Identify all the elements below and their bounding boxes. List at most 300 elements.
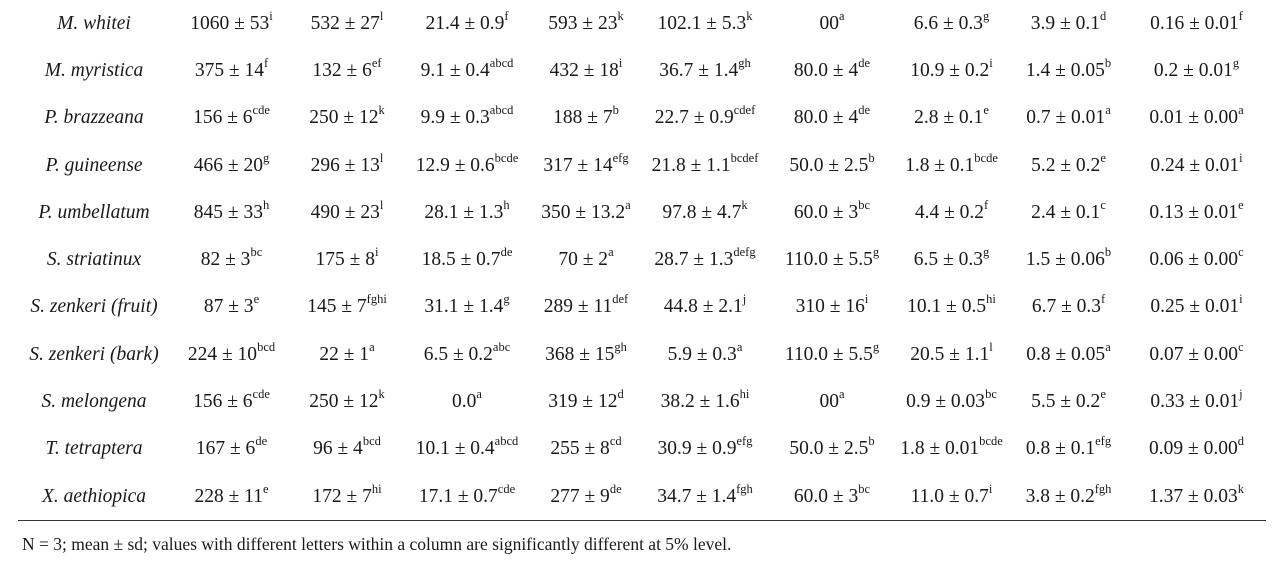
- species-name-cell: P. guineense: [45, 154, 143, 176]
- value-cell: [771, 236, 893, 283]
- value-cell: [639, 189, 771, 236]
- value-cell: [401, 473, 533, 520]
- significance-letters: e: [1100, 387, 1106, 402]
- value-cell: [771, 284, 893, 331]
- mean-sd-value: 1.5 ± 0.06: [1025, 249, 1105, 271]
- mean-sd-value: 96 ± 4: [313, 438, 363, 460]
- significance-letters: a: [838, 387, 845, 402]
- mean-sd-value: 296 ± 13: [310, 154, 380, 176]
- table-bottom-rule: [18, 520, 1266, 521]
- mean-sd-value: 20.5 ± 1.1: [910, 343, 990, 365]
- mean-sd-value: 490 ± 23: [310, 201, 380, 223]
- mean-sd-value: 156 ± 6: [193, 391, 253, 413]
- significance-letters: a: [1105, 103, 1111, 118]
- significance-letters: l: [379, 150, 384, 165]
- significance-letters: bcde: [979, 434, 1003, 449]
- value-cell: [639, 284, 771, 331]
- value-cell: [293, 0, 401, 47]
- mean-sd-value: 167 ± 6: [195, 438, 256, 460]
- value-cell: [401, 331, 533, 378]
- value-cell: [170, 426, 293, 473]
- significance-letters: abc: [492, 339, 511, 354]
- significance-letters: cdef: [733, 103, 756, 118]
- mean-sd-value: 17.1 ± 0.7: [418, 485, 498, 507]
- mean-sd-value: 350 ± 13.2: [541, 201, 626, 223]
- significance-letters: k: [617, 8, 624, 23]
- mean-sd-value: 432 ± 18: [549, 59, 619, 81]
- value-cell: [1010, 189, 1127, 236]
- value-cell: [771, 473, 893, 520]
- significance-letters: bcd: [362, 434, 381, 449]
- value-cell: [893, 47, 1010, 94]
- significance-letters: hi: [739, 387, 750, 402]
- significance-letters: j: [742, 292, 747, 307]
- mean-sd-value: 28.7 ± 1.3: [654, 249, 734, 271]
- mean-sd-value: 21.8 ± 1.1: [651, 154, 731, 176]
- significance-letters: bc: [858, 481, 871, 496]
- value-cell: [401, 95, 533, 142]
- value-cell: [1010, 473, 1127, 520]
- table-row: [18, 47, 1266, 94]
- significance-letters: k: [1237, 481, 1244, 496]
- mean-sd-value: 145 ± 7: [307, 296, 367, 318]
- mean-sd-value: 10.9 ± 0.2: [910, 59, 990, 81]
- significance-letters: c: [1238, 245, 1244, 260]
- mean-sd-value: 44.8 ± 2.1: [663, 296, 743, 318]
- mean-sd-value: 466 ± 20: [193, 154, 263, 176]
- value-cell: [771, 142, 893, 189]
- value-cell: [533, 473, 639, 520]
- significance-letters: a: [369, 339, 375, 354]
- value-cell: [1010, 142, 1127, 189]
- value-cell: [170, 331, 293, 378]
- mean-sd-value: 10.1 ± 0.4: [415, 438, 495, 460]
- mean-sd-value: 28.1 ± 1.3: [424, 201, 504, 223]
- significance-letters: d: [1237, 434, 1244, 449]
- significance-letters: bcde: [974, 150, 998, 165]
- value-cell: [533, 284, 639, 331]
- value-cell: [401, 142, 533, 189]
- value-cell: [293, 378, 401, 425]
- significance-letters: d: [617, 387, 624, 402]
- mean-sd-value: 110.0 ± 5.5: [784, 343, 873, 365]
- value-cell: [401, 47, 533, 94]
- significance-letters: c: [1100, 197, 1106, 212]
- mean-sd-value: 80.0 ± 4: [793, 59, 859, 81]
- mean-sd-value: 277 ± 9: [550, 485, 610, 507]
- value-cell: [293, 331, 401, 378]
- significance-letters: a: [736, 339, 743, 354]
- table-footnote: N = 3; mean ± sd; values with different letters within a column are significantly different at 5% level.: [22, 534, 732, 554]
- mean-sd-value: 188 ± 7: [553, 107, 613, 129]
- mean-sd-value: 0.7 ± 0.01: [1026, 107, 1106, 129]
- mean-sd-value: 00: [819, 12, 839, 34]
- mean-sd-value: 5.5 ± 0.2: [1031, 391, 1101, 413]
- significance-letters: de: [858, 55, 871, 70]
- value-cell: [293, 95, 401, 142]
- mean-sd-value: 00: [819, 391, 839, 413]
- value-cell: [170, 236, 293, 283]
- mean-sd-value: 172 ± 7: [312, 485, 372, 507]
- significance-letters: b: [1104, 245, 1112, 260]
- mean-sd-value: 21.4 ± 0.9: [425, 12, 505, 34]
- value-cell: [639, 142, 771, 189]
- value-cell: [639, 426, 771, 473]
- significance-letters: e: [253, 292, 260, 307]
- mean-sd-value: 1.37 ± 0.03: [1149, 485, 1238, 507]
- value-cell: [893, 0, 1010, 47]
- mean-sd-value: 22.7 ± 0.9: [654, 107, 734, 129]
- significance-letters: a: [838, 8, 845, 23]
- significance-letters: l: [989, 339, 993, 354]
- value-cell: [1127, 378, 1266, 425]
- value-cell: [1127, 236, 1266, 283]
- value-cell: [1127, 284, 1266, 331]
- value-cell: [639, 331, 771, 378]
- value-cell: [170, 189, 293, 236]
- value-cell: [1010, 284, 1127, 331]
- value-cell: [1010, 47, 1127, 94]
- species-name-cell: P. brazzeana: [44, 107, 144, 129]
- mean-sd-value: 1.8 ± 0.1: [905, 154, 975, 176]
- significance-letters: abcd: [494, 434, 519, 449]
- value-cell: [293, 189, 401, 236]
- significance-letters: j: [1239, 387, 1243, 402]
- mean-sd-value: 0.01 ± 0.00: [1149, 107, 1239, 129]
- mean-sd-value: 82 ± 3: [200, 249, 251, 271]
- value-cell: [771, 378, 893, 425]
- mean-sd-value: 5.9 ± 0.3: [667, 343, 737, 365]
- mean-sd-value: 102.1 ± 5.3: [657, 12, 747, 34]
- significance-letters: f: [1101, 292, 1106, 307]
- significance-letters: efg: [1095, 434, 1112, 449]
- significance-letters: efg: [736, 434, 753, 449]
- value-cell: [293, 426, 401, 473]
- significance-letters: efg: [612, 150, 629, 165]
- value-cell: [771, 95, 893, 142]
- species-name-cell: M. whitei: [57, 12, 131, 34]
- table-row: [18, 331, 1266, 378]
- mean-sd-value: 80.0 ± 4: [793, 107, 859, 129]
- significance-letters: gh: [614, 339, 627, 354]
- significance-letters: de: [609, 481, 622, 496]
- mean-sd-value: 60.0 ± 3: [793, 201, 859, 223]
- significance-letters: cde: [252, 387, 270, 402]
- value-cell: [293, 47, 401, 94]
- mean-sd-value: 3.9 ± 0.1: [1030, 12, 1100, 34]
- significance-letters: gh: [738, 55, 751, 70]
- value-cell: [170, 142, 293, 189]
- value-cell: [401, 378, 533, 425]
- value-cell: [293, 284, 401, 331]
- mean-sd-value: 2.4 ± 0.1: [1031, 201, 1101, 223]
- significance-letters: fgh: [1094, 481, 1112, 496]
- significance-letters: h: [262, 197, 270, 212]
- value-cell: [170, 0, 293, 47]
- significance-letters: bc: [985, 387, 997, 402]
- significance-letters: def: [612, 292, 629, 307]
- mean-sd-value: 11.0 ± 0.7: [910, 485, 989, 507]
- significance-letters: de: [500, 245, 513, 260]
- value-cell: [1010, 331, 1127, 378]
- table-row: [18, 378, 1266, 425]
- significance-letters: fghi: [366, 292, 387, 307]
- value-cell: [771, 189, 893, 236]
- significance-letters: b: [868, 434, 875, 449]
- data-table-container: [18, 0, 1266, 520]
- value-cell: [401, 426, 533, 473]
- table-row: [18, 426, 1266, 473]
- mean-sd-value: 175 ± 8: [315, 249, 375, 271]
- significance-letters: k: [378, 103, 385, 118]
- significance-letters: f: [1238, 8, 1243, 23]
- significance-letters: g: [872, 245, 880, 260]
- significance-letters: i: [1239, 292, 1243, 307]
- mean-sd-value: 0.13 ± 0.01: [1149, 201, 1239, 223]
- mean-sd-value: 6.7 ± 0.3: [1031, 296, 1102, 318]
- mean-sd-value: 0.24 ± 0.01: [1150, 154, 1240, 176]
- mean-sd-value: 0.06 ± 0.00: [1149, 249, 1239, 271]
- value-cell: [533, 426, 639, 473]
- significance-letters: l: [379, 197, 384, 212]
- value-cell: [1010, 236, 1127, 283]
- value-cell: [1127, 473, 1266, 520]
- significance-letters: hi: [986, 292, 996, 307]
- significance-letters: e: [1100, 150, 1106, 165]
- mean-sd-value: 224 ± 10: [187, 343, 258, 365]
- mean-sd-value: 1.8 ± 0.01: [900, 438, 980, 460]
- mean-sd-value: 30.9 ± 0.9: [657, 438, 737, 460]
- mean-sd-value: 50.0 ± 2.5: [789, 438, 869, 460]
- significance-letters: hi: [371, 481, 382, 496]
- value-cell: [1127, 0, 1266, 47]
- value-cell: [771, 331, 893, 378]
- mean-sd-value: 593 ± 23: [548, 12, 618, 34]
- mean-sd-value: 10.1 ± 0.5: [907, 296, 987, 318]
- value-cell: [1127, 426, 1266, 473]
- significance-letters: a: [608, 245, 614, 260]
- mean-sd-value: 0.2 ± 0.01: [1153, 59, 1233, 81]
- significance-letters: bc: [250, 245, 263, 260]
- table-row: [18, 236, 1266, 283]
- species-name-cell: P. umbellatum: [38, 201, 150, 223]
- value-cell: [170, 47, 293, 94]
- significance-letters: a: [625, 197, 631, 212]
- value-cell: [293, 473, 401, 520]
- species-name-cell: S. striatinux: [46, 249, 142, 271]
- value-cell: [401, 284, 533, 331]
- mean-sd-value: 0.8 ± 0.05: [1026, 343, 1106, 365]
- significance-letters: f: [504, 8, 509, 23]
- mean-sd-value: 0.25 ± 0.01: [1150, 296, 1240, 318]
- significance-letters: b: [1104, 55, 1112, 70]
- value-cell: [893, 189, 1010, 236]
- significance-letters: g: [262, 150, 270, 165]
- table-row: [18, 473, 1266, 520]
- mean-sd-value: 0.16 ± 0.01: [1150, 12, 1239, 34]
- value-cell: [771, 0, 893, 47]
- significance-letters: k: [741, 197, 748, 212]
- value-cell: [293, 142, 401, 189]
- mean-sd-value: 70 ± 2: [558, 249, 609, 271]
- table-row: [18, 95, 1266, 142]
- significance-letters: defg: [733, 245, 756, 260]
- value-cell: [533, 142, 639, 189]
- significance-letters: i: [988, 481, 993, 496]
- species-name-cell: T. tetraptera: [45, 438, 143, 460]
- species-name-cell: S. zenkeri (fruit): [30, 296, 158, 318]
- value-cell: [639, 95, 771, 142]
- species-name-cell: M. myristica: [44, 59, 144, 81]
- value-cell: [1010, 0, 1127, 47]
- value-cell: [401, 0, 533, 47]
- significance-letters: de: [858, 103, 871, 118]
- significance-letters: g: [982, 245, 990, 260]
- mean-sd-value: 250 ± 12: [309, 107, 379, 129]
- significance-letters: g: [982, 8, 990, 23]
- value-cell: [533, 47, 639, 94]
- value-cell: [1010, 95, 1127, 142]
- significance-letters: cd: [609, 434, 622, 449]
- significance-letters: cde: [252, 103, 270, 118]
- value-cell: [170, 95, 293, 142]
- mean-sd-value: 368 ± 15: [545, 343, 615, 365]
- mean-sd-value: 0.9 ± 0.03: [906, 391, 986, 413]
- significance-letters: f: [264, 55, 269, 70]
- value-cell: [771, 47, 893, 94]
- mean-sd-value: 31.1 ± 1.4: [424, 296, 504, 318]
- mean-sd-value: 375 ± 14: [194, 59, 265, 81]
- significance-letters: a: [1105, 339, 1111, 354]
- data-table: [18, 0, 1266, 520]
- value-cell: [533, 189, 639, 236]
- value-cell: [639, 47, 771, 94]
- value-cell: [1127, 142, 1266, 189]
- significance-letters: k: [378, 387, 385, 402]
- mean-sd-value: 1060 ± 53: [190, 12, 270, 34]
- table-row: [18, 0, 1266, 47]
- significance-letters: i: [618, 55, 623, 70]
- mean-sd-value: 4.4 ± 0.2: [914, 201, 985, 223]
- significance-letters: bc: [858, 197, 871, 212]
- mean-sd-value: 250 ± 12: [309, 391, 379, 413]
- value-cell: [533, 95, 639, 142]
- significance-letters: i: [864, 292, 869, 307]
- value-cell: [401, 189, 533, 236]
- value-cell: [639, 236, 771, 283]
- table-row: [18, 142, 1266, 189]
- value-cell: [293, 236, 401, 283]
- mean-sd-value: 0.33 ± 0.01: [1150, 391, 1240, 413]
- significance-letters: b: [612, 103, 619, 118]
- value-cell: [639, 0, 771, 47]
- value-cell: [893, 142, 1010, 189]
- value-cell: [893, 378, 1010, 425]
- mean-sd-value: 255 ± 8: [550, 438, 610, 460]
- value-cell: [893, 426, 1010, 473]
- significance-letters: e: [1238, 197, 1244, 212]
- mean-sd-value: 845 ± 33: [193, 201, 263, 223]
- significance-letters: b: [868, 150, 875, 165]
- mean-sd-value: 319 ± 12: [548, 391, 618, 413]
- mean-sd-value: 97.8 ± 4.7: [662, 201, 742, 223]
- mean-sd-value: 9.1 ± 0.4: [420, 59, 490, 81]
- value-cell: [639, 378, 771, 425]
- value-cell: [639, 473, 771, 520]
- mean-sd-value: 50.0 ± 2.5: [789, 154, 869, 176]
- value-cell: [1010, 378, 1127, 425]
- mean-sd-value: 110.0 ± 5.5: [784, 249, 873, 271]
- significance-letters: abcd: [489, 103, 514, 118]
- significance-letters: ef: [371, 55, 382, 70]
- mean-sd-value: 22 ± 1: [319, 343, 370, 365]
- mean-sd-value: 87 ± 3: [203, 296, 254, 318]
- significance-letters: de: [255, 434, 268, 449]
- value-cell: [893, 473, 1010, 520]
- table-row: [18, 189, 1266, 236]
- mean-sd-value: 38.2 ± 1.6: [660, 391, 740, 413]
- mean-sd-value: 0.09 ± 0.00: [1149, 438, 1238, 460]
- value-cell: [533, 331, 639, 378]
- value-cell: [170, 473, 293, 520]
- significance-letters: a: [1238, 103, 1244, 118]
- significance-letters: cde: [497, 481, 516, 496]
- species-name-cell: S. melongena: [41, 391, 147, 413]
- mean-sd-value: 34.7 ± 1.4: [657, 485, 737, 507]
- value-cell: [1127, 47, 1266, 94]
- mean-sd-value: 132 ± 6: [312, 59, 372, 81]
- significance-letters: abcd: [489, 55, 514, 70]
- significance-letters: d: [1099, 8, 1107, 23]
- mean-sd-value: 5.2 ± 0.2: [1031, 154, 1101, 176]
- mean-sd-value: 228 ± 11: [194, 485, 263, 507]
- significance-letters: i: [1239, 150, 1243, 165]
- mean-sd-value: 6.5 ± 0.2: [423, 343, 493, 365]
- significance-letters: e: [262, 481, 269, 496]
- value-cell: [170, 378, 293, 425]
- table-body: [18, 0, 1266, 520]
- significance-letters: a: [476, 387, 482, 402]
- value-cell: [1127, 189, 1266, 236]
- significance-letters: bcd: [257, 339, 276, 354]
- significance-letters: c: [1238, 339, 1244, 354]
- significance-letters: fgh: [736, 481, 753, 496]
- value-cell: [893, 331, 1010, 378]
- value-cell: [1127, 331, 1266, 378]
- significance-letters: e: [983, 103, 989, 118]
- value-cell: [893, 236, 1010, 283]
- mean-sd-value: 532 ± 27: [310, 12, 380, 34]
- significance-letters: g: [872, 339, 880, 354]
- mean-sd-value: 0.07 ± 0.00: [1149, 343, 1239, 365]
- value-cell: [401, 236, 533, 283]
- significance-letters: i: [269, 8, 273, 23]
- mean-sd-value: 9.9 ± 0.3: [420, 107, 490, 129]
- mean-sd-value: 317 ± 14: [543, 154, 613, 176]
- value-cell: [893, 95, 1010, 142]
- significance-letters: i: [374, 245, 379, 260]
- mean-sd-value: 6.5 ± 0.3: [913, 249, 983, 271]
- significance-letters: g: [503, 292, 510, 307]
- significance-letters: l: [379, 8, 384, 23]
- value-cell: [1127, 95, 1266, 142]
- significance-letters: f: [984, 197, 989, 212]
- value-cell: [771, 426, 893, 473]
- significance-letters: h: [503, 197, 510, 212]
- significance-letters: bcde: [494, 150, 519, 165]
- value-cell: [533, 0, 639, 47]
- species-name-cell: X. aethiopica: [42, 485, 146, 507]
